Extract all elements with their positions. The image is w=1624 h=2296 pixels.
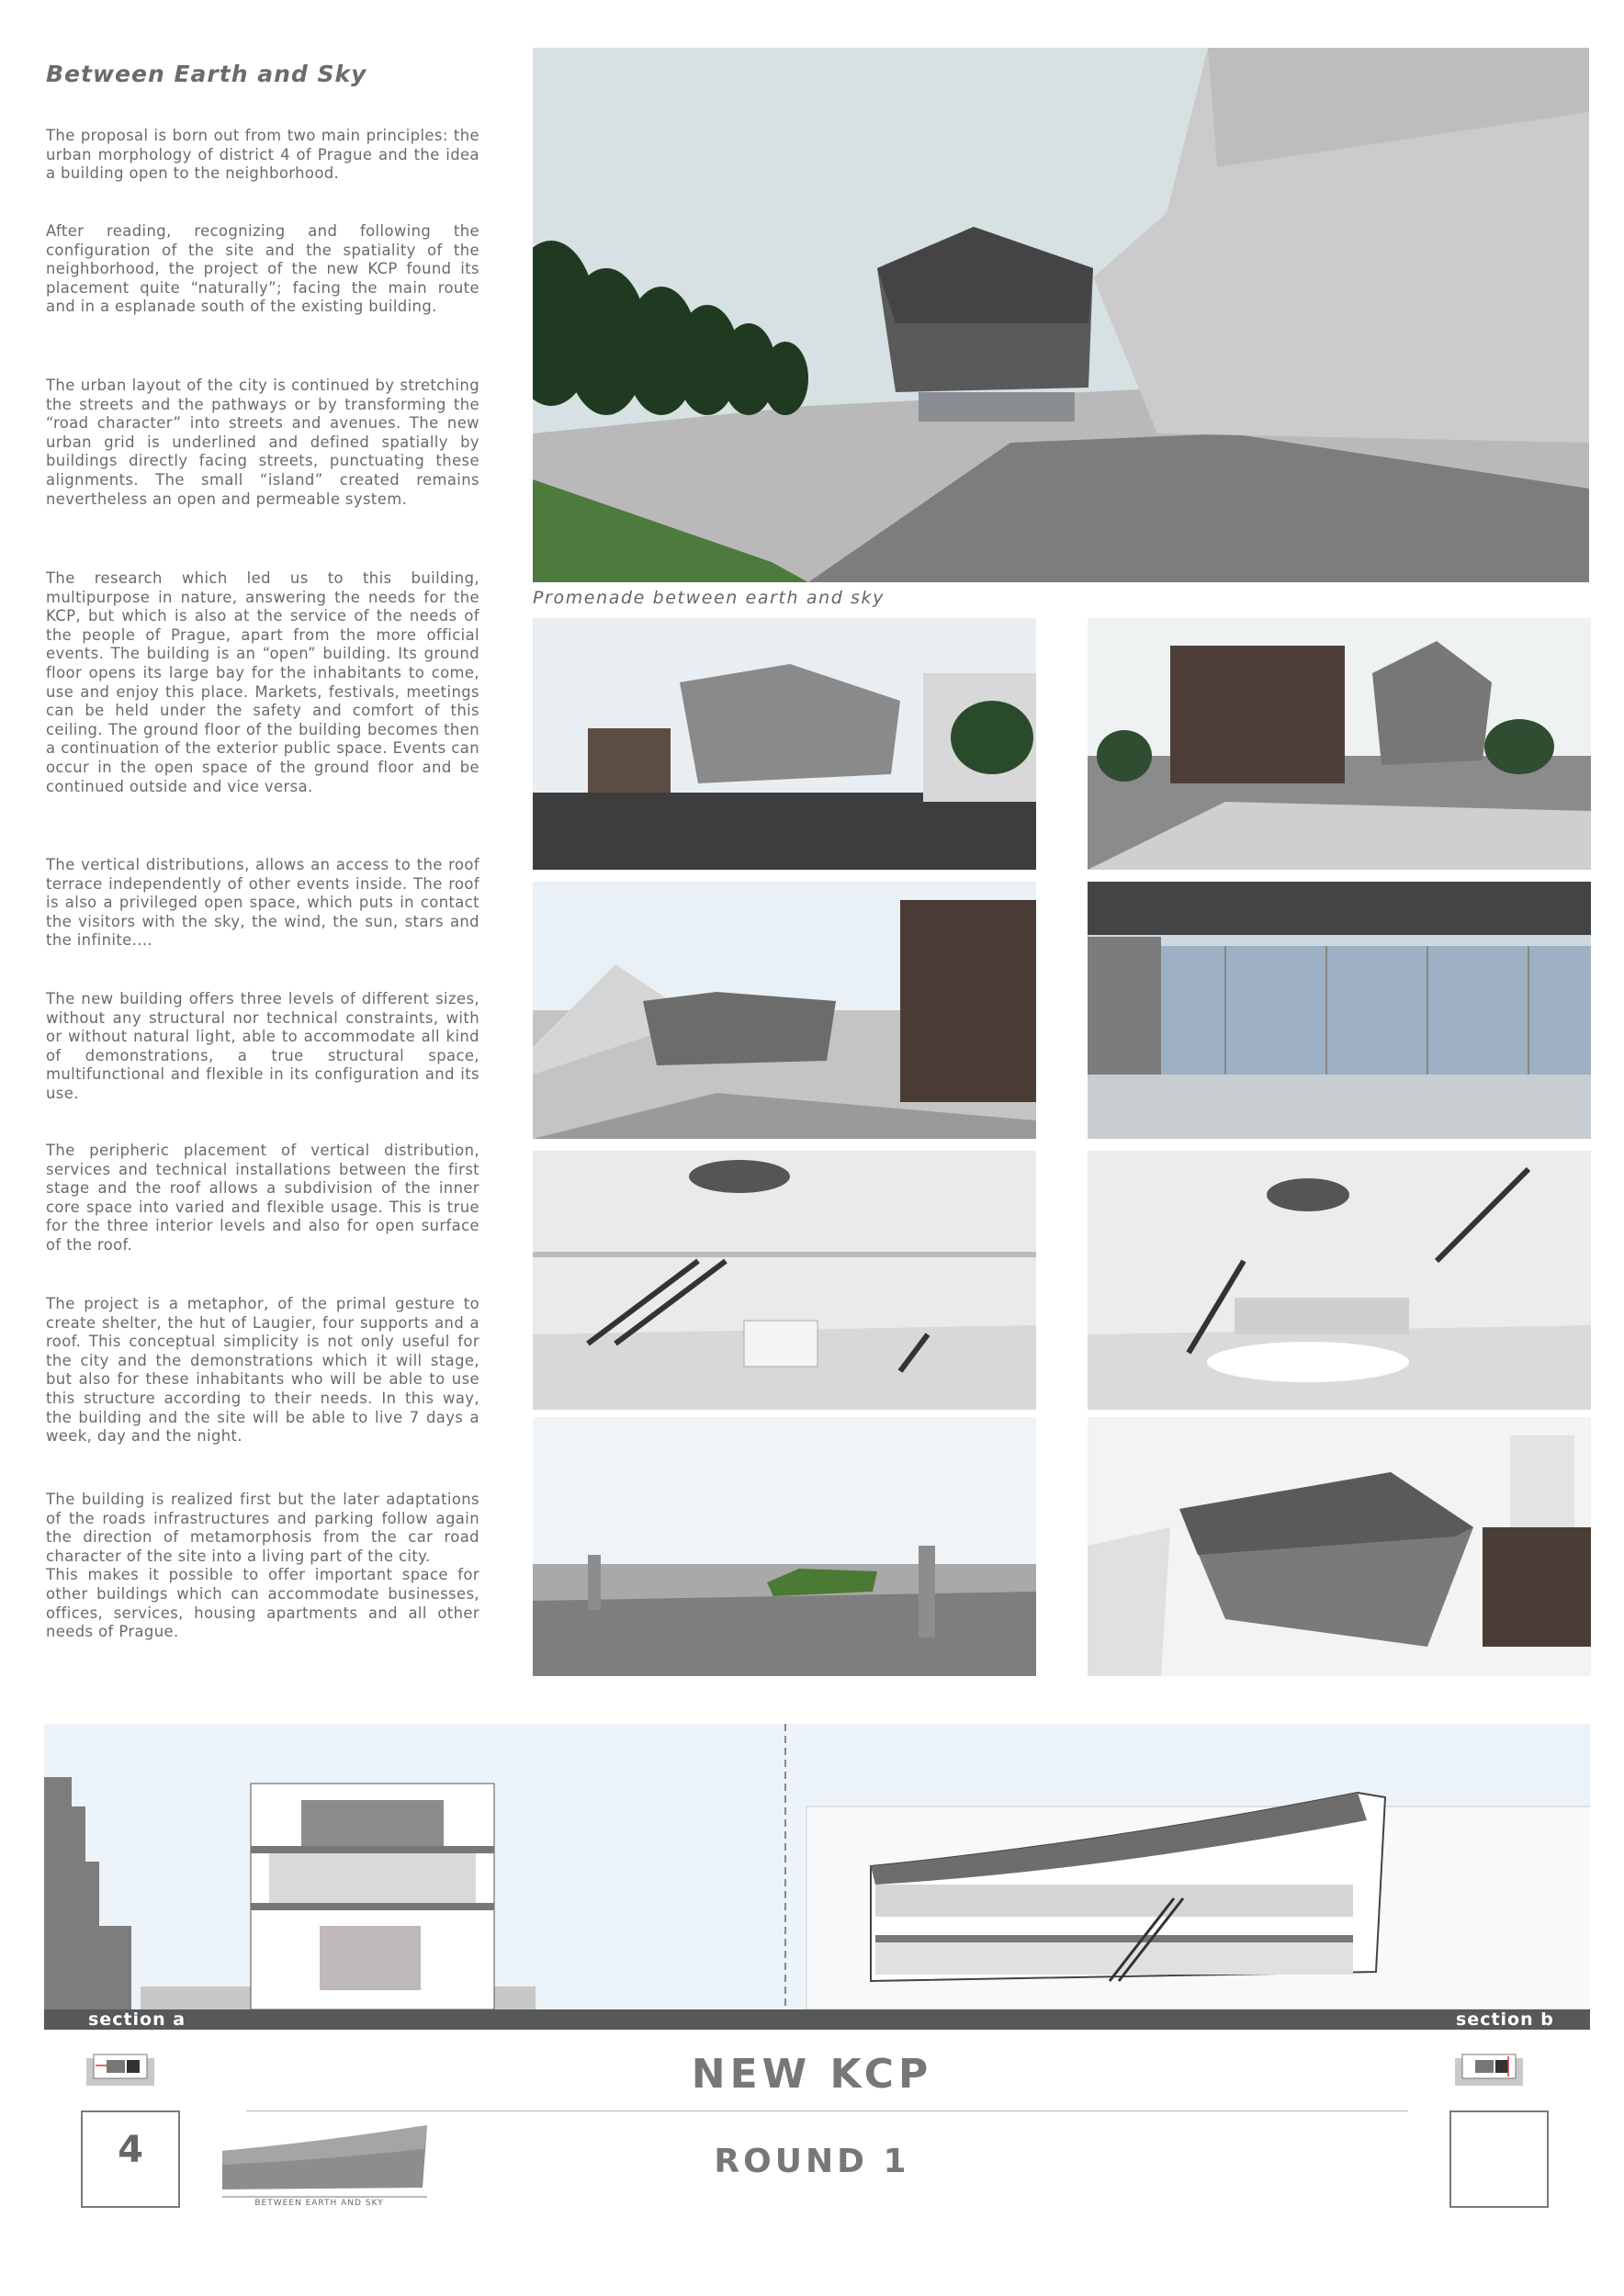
hero-caption: Promenade between earth and sky <box>533 588 885 608</box>
round-label: ROUND 1 <box>714 2143 910 2180</box>
paragraph-6: The new building offers three levels of different sizes, without any structural nor technical constraints, with or without natural light, able to accommodate all kind of demonstrations, a true structural space, multifunctional and flexible in its configuration and its use. <box>46 990 479 1102</box>
paragraph-9: The building is realized first but the later adaptations of the roads infrastructures and parking follow again the direction of metamorphosis from the car road character of the site into a living part of the city. This makes it possible to offer important space for other buildings which can accommodate businesses, offices, services, housing apartments and all other needs of Prague. <box>46 1491 479 1641</box>
section-b-label: section b <box>1456 2009 1554 2030</box>
paragraph-2: After reading, recognizing and following the configuration of the site and the spatiality of the neighborhood, the project of the new KCP found its placement quite “naturally”; facing the main route and in a esplanade south of the existing building. <box>46 222 479 316</box>
render-aerial-view <box>1088 1417 1591 1676</box>
project-name: NEW KCP <box>691 2051 933 2098</box>
sections-drawing <box>44 1724 1590 2030</box>
section-a-label: section a <box>88 2009 186 2030</box>
paragraph-4: The research which led us to this building, multipurpose in nature, answering the needs for the KCP, but which is also at the service of the needs of the people of Prague, apart from the more official events. The building is an “open” building. Its ground floor opens its large bay for the inhabitants to come, use and enjoy this place. Markets, festivals, meetings can be held under the safety and comfort of this ceiling. The ground floor of the building becomes then a continuation of the exterior public space. Events can occur in the open space of the ground floor and be continued outside and vice versa. <box>46 569 479 795</box>
paragraph-3: The urban layout of the city is continued by stretching the streets and the pathways or by transforming the “road character” into streets and avenues. The new urban grid is underlined and defined spatially by buildings directly facing streets, punctuating these alignments. The small “island” created remains nevertheless an open and permeable system. <box>46 377 479 508</box>
render-exterior-3 <box>533 882 1036 1139</box>
page-number: 4 <box>118 2129 143 2171</box>
render-exterior-2 <box>1088 618 1591 870</box>
paragraph-8: The project is a metaphor, of the primal gesture to create shelter, the hut of Laugier, four supports and a roof. This conceptual simplicity is not only useful for the city and the demonstrations which it will stage, but also for these inhabitants who will be able to use this structure according to their needs. In this way, the building and the site will be able to live 7 days a week, day and the night. <box>46 1295 479 1446</box>
hero-render-image <box>533 48 1589 582</box>
section-label-bar <box>44 2009 1590 2030</box>
render-interior-escalators-2 <box>1088 1151 1591 1410</box>
footer-divider <box>246 2110 1408 2111</box>
page-title: Between Earth and Sky <box>46 61 367 87</box>
empty-frame-box <box>1449 2110 1549 2208</box>
paragraph-5: The vertical distributions, allows an access to the roof terrace independently of other events inside. The roof is also a privileged open space, which puts in contact the visitors with the sky, the wind, the sun, stars and the infinite.... <box>46 856 479 950</box>
project-logo <box>220 2123 432 2200</box>
render-interior-glass <box>1088 882 1591 1139</box>
render-interior-escalators-1 <box>533 1151 1036 1410</box>
paragraph-1: The proposal is born out from two main principles: the urban morphology of district 4 of Prague and the idea a building open to the neighborhood. <box>46 127 479 183</box>
render-roof-terrace <box>533 1417 1036 1676</box>
render-exterior-1 <box>533 618 1036 870</box>
logo-caption: BETWEEN EARTH AND SKY <box>254 2199 384 2208</box>
paragraph-7: The peripheric placement of vertical distribution, services and technical installations between the first stage and the roof allows a subdivision of the inner core space into varied and flexible usage. This is true for the three interior levels and also for open surface of the roof. <box>46 1142 479 1254</box>
